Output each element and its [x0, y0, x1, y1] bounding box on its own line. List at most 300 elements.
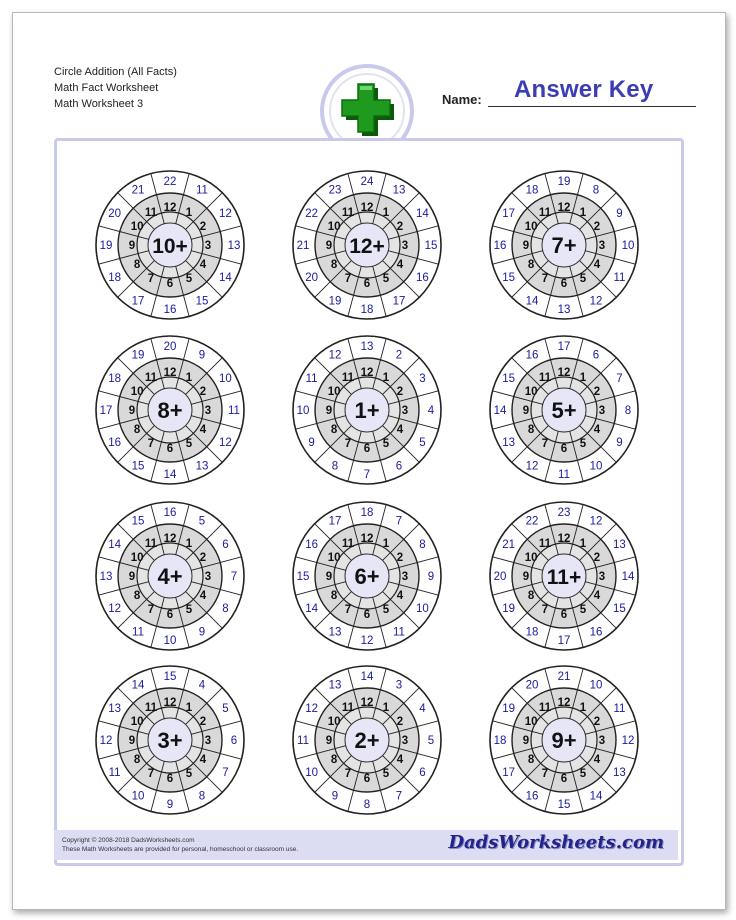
- answer-number: 21: [296, 240, 310, 252]
- center-label: 5+: [551, 398, 577, 423]
- inner-number: 8: [527, 754, 535, 766]
- answer-number: 8: [419, 539, 426, 551]
- inner-number: 8: [133, 590, 141, 602]
- answer-number: 13: [613, 767, 626, 779]
- inner-number: 5: [185, 767, 193, 780]
- answer-number: 14: [219, 272, 232, 284]
- inner-number: 6: [166, 609, 174, 621]
- inner-number: 5: [579, 767, 587, 780]
- answer-number: 17: [557, 635, 571, 647]
- inner-number: 7: [147, 603, 155, 616]
- inner-number: 7: [541, 603, 549, 616]
- center-label: 1+: [354, 398, 380, 423]
- inner-number: 2: [199, 386, 207, 398]
- inner-number: 6: [560, 773, 568, 785]
- answer-number: 19: [502, 703, 515, 715]
- inner-number: 2: [396, 716, 404, 728]
- inner-number: 4: [593, 259, 601, 271]
- answer-number: 14: [589, 790, 603, 803]
- inner-number: 6: [363, 278, 371, 290]
- answer-number: 18: [525, 184, 539, 197]
- inner-number: 11: [538, 702, 552, 715]
- answer-number: 11: [393, 626, 405, 639]
- inner-number: 5: [382, 767, 390, 780]
- answer-number: 21: [557, 671, 571, 683]
- inner-number: 2: [593, 386, 601, 398]
- answer-number: 15: [163, 671, 177, 683]
- inner-number: 7: [344, 272, 352, 285]
- inner-number: 8: [133, 754, 141, 766]
- answer-number: 5: [427, 735, 435, 747]
- inner-number: 7: [147, 767, 155, 780]
- answer-number: 12: [108, 603, 121, 615]
- inner-number: 5: [382, 603, 390, 616]
- inner-number: 1: [185, 207, 193, 220]
- answer-number: 12: [219, 208, 232, 220]
- answer-number: 10: [305, 767, 318, 779]
- answer-number: 17: [502, 208, 515, 220]
- answer-number: 12: [328, 349, 342, 362]
- answer-number: 17: [131, 295, 145, 308]
- answer-number: 24: [360, 176, 374, 188]
- addition-circle: [291, 334, 443, 486]
- inner-number: 3: [204, 571, 212, 583]
- answer-number: 9: [308, 437, 315, 449]
- inner-number: 10: [524, 716, 538, 728]
- answer-number: 15: [195, 295, 209, 308]
- answer-number: 13: [392, 184, 406, 197]
- inner-number: 3: [401, 735, 409, 747]
- inner-number: 3: [204, 405, 212, 417]
- inner-number: 11: [341, 372, 355, 385]
- inner-number: 11: [538, 372, 552, 385]
- inner-number: 10: [524, 221, 538, 233]
- answer-number: 14: [493, 405, 507, 417]
- name-field: [442, 76, 696, 108]
- addition-circle: [488, 500, 640, 652]
- answer-number: 19: [99, 240, 113, 252]
- answer-number: 19: [131, 349, 145, 362]
- answer-number: 8: [198, 790, 206, 803]
- answer-number: 10: [589, 460, 603, 473]
- inner-number: 11: [341, 538, 355, 551]
- answer-number: 2: [395, 349, 403, 362]
- inner-number: 8: [527, 424, 535, 436]
- answer-number: 6: [419, 767, 426, 779]
- inner-number: 2: [593, 221, 601, 233]
- answer-number: 14: [621, 571, 635, 583]
- answer-number: 16: [163, 507, 177, 519]
- answer-number: 9: [616, 437, 623, 449]
- inner-number: 4: [593, 754, 601, 766]
- answer-number: 15: [424, 240, 438, 252]
- inner-number: 10: [130, 386, 144, 398]
- inner-number: 1: [382, 207, 390, 220]
- answer-number: 12: [219, 437, 232, 449]
- inner-number: 1: [185, 372, 193, 385]
- inner-number: 11: [144, 538, 158, 551]
- center-label: 8+: [157, 398, 183, 423]
- inner-number: 6: [166, 773, 174, 785]
- inner-number: 12: [163, 533, 177, 545]
- inner-number: 5: [579, 272, 587, 285]
- answer-number: 7: [230, 571, 238, 583]
- answer-number: 13: [108, 703, 121, 715]
- answer-number: 11: [297, 735, 309, 747]
- title-line-1: Circle Addition (All Facts): [54, 66, 177, 78]
- answer-number: 18: [360, 304, 374, 316]
- inner-number: 3: [401, 240, 409, 252]
- name-line: [488, 106, 696, 107]
- answer-number: 15: [557, 799, 571, 811]
- inner-number: 10: [524, 552, 538, 564]
- answer-number: 14: [305, 603, 318, 615]
- answer-number: 5: [419, 437, 426, 449]
- inner-number: 1: [579, 702, 587, 715]
- answer-number: 13: [613, 539, 626, 551]
- inner-number: 2: [396, 386, 404, 398]
- inner-number: 10: [327, 716, 341, 728]
- inner-number: 8: [330, 754, 338, 766]
- inner-number: 2: [199, 552, 207, 564]
- answer-number: 10: [219, 373, 232, 385]
- answer-number: 6: [222, 539, 229, 551]
- answer-number: 22: [163, 176, 177, 188]
- answer-number: 16: [416, 272, 429, 284]
- answer-number: 7: [363, 469, 371, 481]
- inner-number: 8: [133, 424, 141, 436]
- answer-number: 3: [419, 373, 426, 385]
- inner-number: 7: [147, 272, 155, 285]
- center-label: 10+: [152, 235, 188, 258]
- answer-number: 16: [493, 240, 507, 252]
- answer-number: 13: [195, 460, 209, 473]
- inner-number: 9: [128, 240, 136, 252]
- inner-number: 11: [341, 702, 355, 715]
- inner-number: 3: [598, 240, 606, 252]
- addition-circle: [488, 664, 640, 816]
- answer-number: 11: [108, 767, 121, 779]
- answer-number: 11: [305, 373, 318, 385]
- answer-number: 10: [416, 603, 429, 615]
- answer-number: 15: [131, 515, 145, 528]
- inner-number: 8: [133, 259, 141, 271]
- answer-number: 13: [328, 679, 342, 692]
- answer-number: 11: [196, 184, 208, 197]
- inner-number: 11: [341, 207, 355, 220]
- answer-number: 11: [613, 272, 626, 284]
- inner-number: 9: [128, 571, 136, 583]
- center-label: 11+: [546, 566, 582, 589]
- inner-number: 3: [598, 571, 606, 583]
- inner-number: 1: [382, 702, 390, 715]
- inner-number: 8: [330, 259, 338, 271]
- inner-number: 12: [360, 202, 374, 214]
- answer-number: 16: [525, 790, 539, 803]
- inner-number: 5: [382, 437, 390, 450]
- answer-number: 15: [131, 460, 145, 473]
- inner-number: 12: [163, 697, 177, 709]
- answer-number: 8: [222, 603, 229, 615]
- answer-number: 14: [108, 539, 121, 551]
- answer-number: 22: [525, 515, 539, 528]
- footer: [54, 830, 678, 860]
- answer-number: 12: [589, 515, 603, 528]
- inner-number: 10: [524, 386, 538, 398]
- inner-number: 9: [522, 735, 530, 747]
- brand-logo: DadsWorksheets.com: [448, 832, 664, 853]
- answer-number: 17: [557, 341, 571, 353]
- name-label: Name:: [442, 92, 482, 107]
- answer-number: 14: [360, 671, 374, 683]
- answer-number: 11: [132, 626, 144, 639]
- inner-number: 5: [382, 272, 390, 285]
- inner-number: 3: [204, 735, 212, 747]
- answer-number: 13: [99, 571, 113, 583]
- answer-number: 20: [163, 341, 177, 353]
- answer-number: 11: [558, 469, 570, 481]
- answer-number: 11: [228, 405, 240, 417]
- inner-number: 2: [199, 221, 207, 233]
- center-label: 6+: [354, 564, 380, 589]
- answer-number: 12: [525, 460, 539, 473]
- inner-number: 9: [522, 405, 530, 417]
- inner-number: 6: [560, 609, 568, 621]
- inner-number: 6: [363, 609, 371, 621]
- answer-number: 4: [198, 679, 206, 692]
- inner-number: 7: [147, 437, 155, 450]
- answer-number: 15: [613, 603, 626, 615]
- inner-number: 4: [396, 259, 404, 271]
- inner-number: 9: [325, 571, 333, 583]
- inner-number: 8: [330, 424, 338, 436]
- addition-circle: [94, 334, 246, 486]
- addition-circle: [488, 169, 640, 321]
- addition-circle: [291, 169, 443, 321]
- inner-number: 5: [185, 603, 193, 616]
- answer-number: 14: [416, 208, 429, 220]
- worksheet-title: [54, 64, 177, 112]
- answer-number: 18: [108, 373, 121, 385]
- answer-number: 15: [502, 272, 515, 284]
- inner-number: 2: [593, 552, 601, 564]
- inner-number: 4: [199, 259, 207, 271]
- center-label: 7+: [551, 233, 577, 258]
- inner-number: 10: [130, 552, 144, 564]
- answer-number: 15: [296, 571, 310, 583]
- answer-number: 13: [227, 240, 241, 252]
- inner-number: 12: [360, 533, 374, 545]
- inner-number: 4: [199, 424, 207, 436]
- inner-number: 1: [579, 538, 587, 551]
- inner-number: 10: [327, 552, 341, 564]
- answer-number: 23: [328, 184, 342, 197]
- answer-number: 19: [557, 176, 571, 188]
- inner-number: 12: [163, 367, 177, 379]
- inner-number: 1: [382, 538, 390, 551]
- center-label: 3+: [157, 728, 183, 753]
- answer-number: 4: [419, 703, 426, 715]
- answer-number: 8: [592, 184, 600, 197]
- inner-number: 10: [327, 221, 341, 233]
- answer-number: 13: [502, 437, 515, 449]
- answer-number: 13: [360, 341, 374, 353]
- addition-circle: [94, 500, 246, 652]
- addition-circle: [291, 500, 443, 652]
- answer-number: 3: [395, 679, 403, 692]
- inner-number: 9: [325, 405, 333, 417]
- inner-number: 4: [396, 590, 404, 602]
- answer-number: 12: [305, 703, 318, 715]
- inner-number: 10: [130, 716, 144, 728]
- inner-number: 12: [557, 202, 571, 214]
- inner-number: 11: [144, 702, 158, 715]
- inner-number: 11: [538, 538, 552, 551]
- answer-number: 6: [230, 735, 238, 747]
- inner-number: 3: [598, 405, 606, 417]
- inner-number: 1: [185, 702, 193, 715]
- answer-number: 18: [360, 507, 374, 519]
- answer-number: 4: [427, 405, 435, 417]
- answer-number: 7: [395, 515, 403, 528]
- inner-number: 4: [199, 590, 207, 602]
- title-line-2: Math Fact Worksheet: [54, 82, 159, 94]
- usage-notice: These Math Worksheets are provided for personal, homeschool or classroom use.: [62, 846, 299, 853]
- inner-number: 5: [579, 603, 587, 616]
- addition-circle: [94, 169, 246, 321]
- answer-number: 14: [131, 679, 145, 692]
- inner-number: 12: [360, 367, 374, 379]
- answer-number: 9: [166, 799, 174, 811]
- inner-number: 11: [144, 207, 158, 220]
- inner-number: 1: [579, 372, 587, 385]
- inner-number: 6: [363, 443, 371, 455]
- answer-number: 20: [108, 208, 121, 220]
- center-label: 2+: [354, 728, 380, 753]
- center-label: 9+: [551, 728, 577, 753]
- inner-number: 12: [557, 367, 571, 379]
- answer-number: 17: [99, 405, 113, 417]
- inner-number: 9: [522, 571, 530, 583]
- answer-number: 17: [502, 767, 515, 779]
- answer-number: 14: [525, 295, 539, 308]
- inner-number: 3: [204, 240, 212, 252]
- answer-number: 13: [328, 626, 342, 639]
- inner-number: 7: [541, 767, 549, 780]
- inner-number: 5: [579, 437, 587, 450]
- answer-number: 7: [616, 373, 623, 385]
- center-label: 12+: [349, 235, 385, 258]
- answer-number: 12: [621, 735, 635, 747]
- inner-number: 12: [557, 533, 571, 545]
- answer-number: 12: [360, 635, 374, 647]
- inner-number: 3: [401, 405, 409, 417]
- inner-number: 3: [598, 735, 606, 747]
- answer-number: 9: [331, 790, 339, 803]
- answer-number: 9: [616, 208, 623, 220]
- answer-number: 18: [493, 735, 507, 747]
- answer-number: 20: [493, 571, 507, 583]
- inner-number: 9: [128, 405, 136, 417]
- answer-number: 7: [395, 790, 403, 803]
- inner-number: 1: [579, 207, 587, 220]
- inner-number: 12: [557, 697, 571, 709]
- inner-number: 6: [166, 278, 174, 290]
- answer-number: 19: [328, 295, 342, 308]
- inner-number: 9: [522, 240, 530, 252]
- inner-number: 8: [527, 259, 535, 271]
- copyright-text: Copyright © 2008-2018 DadsWorksheets.com: [62, 837, 195, 844]
- answer-number: 21: [502, 539, 515, 551]
- center-label: 4+: [157, 564, 183, 589]
- answer-number: 9: [198, 626, 206, 639]
- inner-number: 7: [541, 437, 549, 450]
- answer-number: 5: [198, 515, 206, 528]
- answer-number: 21: [131, 184, 145, 197]
- answer-number: 8: [363, 799, 371, 811]
- answer-number: 10: [589, 679, 603, 692]
- answer-number: 16: [108, 437, 121, 449]
- inner-number: 3: [401, 571, 409, 583]
- inner-number: 5: [185, 272, 193, 285]
- inner-number: 12: [360, 697, 374, 709]
- inner-number: 4: [593, 590, 601, 602]
- inner-number: 10: [130, 221, 144, 233]
- answer-number: 18: [108, 272, 121, 284]
- addition-circle: [488, 334, 640, 486]
- inner-number: 8: [527, 590, 535, 602]
- answer-number: 17: [392, 295, 406, 308]
- inner-number: 7: [344, 603, 352, 616]
- answer-number: 19: [502, 603, 515, 615]
- inner-number: 7: [344, 437, 352, 450]
- answer-number: 9: [427, 571, 435, 583]
- answer-number: 14: [163, 469, 177, 481]
- inner-number: 1: [382, 372, 390, 385]
- answer-number: 7: [222, 767, 229, 779]
- answer-number: 12: [99, 735, 113, 747]
- inner-number: 6: [363, 773, 371, 785]
- inner-number: 9: [128, 735, 136, 747]
- answer-number: 20: [305, 272, 318, 284]
- answer-number: 5: [222, 703, 229, 715]
- title-line-3: Math Worksheet 3: [54, 98, 144, 110]
- inner-number: 7: [344, 767, 352, 780]
- answer-number: 10: [163, 635, 177, 647]
- answer-number: 20: [525, 679, 539, 692]
- answer-number: 6: [592, 349, 600, 362]
- inner-number: 7: [541, 272, 549, 285]
- answer-number: 6: [395, 460, 403, 473]
- inner-number: 12: [163, 202, 177, 214]
- answer-number: 8: [331, 460, 339, 473]
- addition-circle: [94, 664, 246, 816]
- answer-number: 12: [589, 295, 603, 308]
- inner-number: 4: [396, 754, 404, 766]
- inner-number: 9: [325, 735, 333, 747]
- answer-number: 11: [613, 703, 626, 715]
- answer-number: 10: [621, 240, 635, 252]
- answer-number: 8: [624, 405, 632, 417]
- inner-number: 4: [593, 424, 601, 436]
- inner-number: 6: [560, 443, 568, 455]
- inner-number: 11: [144, 372, 158, 385]
- answer-number: 16: [589, 626, 603, 639]
- answer-number: 16: [525, 349, 539, 362]
- inner-number: 1: [185, 538, 193, 551]
- inner-number: 2: [396, 552, 404, 564]
- inner-number: 5: [185, 437, 193, 450]
